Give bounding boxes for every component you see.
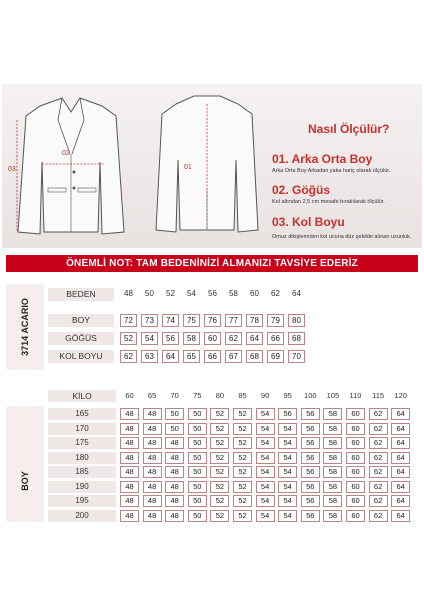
size-cell: 62 [120, 350, 137, 363]
size-cell: 66 [267, 332, 284, 345]
size-cell: 80 [288, 314, 305, 327]
size-row-label: KOL BOYU [48, 350, 114, 363]
fit-cell: 62 [369, 495, 388, 507]
fit-cell: 48 [165, 452, 184, 464]
fit-cell: 60 [346, 437, 365, 449]
fit-cell: 64 [391, 408, 410, 420]
size-header-label: BEDEN [48, 288, 114, 301]
size-cell: 70 [288, 350, 305, 363]
size-cell: 72 [120, 314, 137, 327]
fit-cell: 56 [301, 437, 320, 449]
fit-cell: 54 [278, 495, 297, 507]
fit-cell: 62 [369, 481, 388, 493]
fit-cell: 52 [210, 495, 229, 507]
fit-cell: 50 [188, 466, 207, 478]
fit-cell: 54 [256, 481, 275, 493]
weight-header-cell: 70 [170, 391, 179, 400]
fit-cell: 52 [233, 452, 252, 464]
fit-cell: 52 [210, 423, 229, 435]
fit-cell: 48 [143, 408, 162, 420]
fit-cell: 64 [391, 423, 410, 435]
size-cell: 64 [162, 350, 179, 363]
weight-header-cell: 75 [193, 391, 202, 400]
fit-cell: 48 [120, 495, 139, 507]
fit-cell: 48 [143, 437, 162, 449]
weight-header-cell: 90 [260, 391, 270, 400]
fit-cell: 48 [120, 452, 139, 464]
weight-height-chart-table [6, 388, 418, 522]
fit-cell: 62 [369, 510, 388, 522]
fit-cell: 60 [346, 423, 365, 435]
size-cell: 69 [267, 350, 284, 363]
fit-cell: 56 [301, 510, 320, 522]
fit-cell: 62 [369, 452, 388, 464]
size-header-cell: 56 [208, 289, 217, 298]
height-axis-label: BOY [20, 471, 30, 491]
fit-cell: 60 [346, 481, 365, 493]
fit-cell: 50 [188, 452, 207, 464]
measurement-guide-panel [2, 84, 422, 248]
fit-cell: 52 [233, 481, 252, 493]
fit-cell: 50 [165, 423, 184, 435]
fit-cell: 64 [391, 452, 410, 464]
fit-cell: 56 [301, 495, 320, 507]
fit-cell: 64 [391, 466, 410, 478]
fit-cell: 58 [323, 408, 342, 420]
step-1-desc: Arka Orta Boy Arkadan yaka hariç olarak ölçülür. [272, 168, 391, 174]
fit-cell: 48 [143, 452, 162, 464]
height-row-label: 190 [48, 481, 116, 493]
fit-cell: 52 [233, 466, 252, 478]
size-cell: 68 [246, 350, 263, 363]
size-cell: 64 [246, 332, 263, 345]
fit-cell: 48 [120, 481, 139, 493]
weight-header-cell: 95 [283, 391, 292, 400]
fit-cell: 54 [256, 408, 275, 420]
height-row-label: 165 [48, 408, 116, 420]
step-3-desc: Omuz dikişlerinden kol ucuna düz şekilde alınan uzunluk. [272, 234, 412, 240]
size-header-cell: 58 [229, 289, 238, 298]
fit-cell: 48 [120, 437, 139, 449]
fit-cell: 56 [301, 408, 320, 420]
fit-cell: 52 [210, 408, 229, 420]
fit-cell: 48 [165, 466, 184, 478]
fit-cell: 50 [188, 423, 207, 435]
size-row-label: BOY [48, 314, 114, 327]
fit-cell: 56 [301, 423, 320, 435]
fit-cell: 58 [323, 510, 342, 522]
size-header-cell: 60 [250, 289, 259, 298]
back-length-dim-label: 01 [184, 164, 192, 171]
fit-cell: 48 [165, 495, 184, 507]
fit-cell: 48 [120, 466, 139, 478]
size-cell: 56 [162, 332, 179, 345]
size-chart-side [6, 284, 44, 370]
weight-header-cell: 110 [349, 391, 362, 400]
size-cell: 68 [288, 332, 305, 345]
fit-cell: 54 [256, 466, 275, 478]
size-cell: 66 [204, 350, 221, 363]
fit-cell: 48 [143, 423, 162, 435]
front-sleeve-dim-label: 03 [8, 166, 16, 173]
fit-cell: 54 [256, 452, 275, 464]
fit-cell: 52 [210, 437, 229, 449]
fit-cell: 64 [391, 481, 410, 493]
size-header-cell: 52 [166, 289, 175, 298]
model-label: 3714 ACARIO [20, 298, 30, 356]
size-header-cell: 54 [187, 289, 196, 298]
fit-cell: 54 [256, 423, 275, 435]
fit-cell: 56 [301, 466, 320, 478]
fit-cell: 52 [210, 510, 229, 522]
size-cell: 76 [204, 314, 221, 327]
size-header-cell: 62 [271, 289, 280, 298]
size-cell: 77 [225, 314, 242, 327]
fit-cell: 52 [233, 510, 252, 522]
size-cell: 74 [162, 314, 179, 327]
fit-cell: 62 [369, 466, 388, 478]
weight-header-label: KİLO [48, 390, 116, 402]
fit-cell: 54 [278, 510, 297, 522]
fit-cell: 52 [233, 495, 252, 507]
step-2-title: 02. Göğüs [272, 183, 331, 197]
fit-cell: 52 [233, 423, 252, 435]
fit-cell: 50 [188, 495, 207, 507]
size-cell: 78 [246, 314, 263, 327]
step-1-title: 01. Arka Orta Boy [272, 152, 373, 166]
weight-header-cell: 85 [238, 391, 247, 400]
height-row-label: 180 [48, 452, 116, 464]
weight-header-cell: 115 [372, 391, 385, 400]
height-row-label: 185 [48, 466, 116, 478]
fit-cell: 58 [323, 452, 342, 464]
fit-cell: 48 [165, 481, 184, 493]
height-row-label: 170 [48, 423, 116, 435]
fit-cell: 64 [391, 437, 410, 449]
fit-cell: 54 [278, 423, 297, 435]
fit-cell: 62 [369, 437, 388, 449]
fit-cell: 48 [143, 481, 162, 493]
important-notice-banner: ÖNEMLİ NOT: TAM BEDENİNİZİ ALMANIZI TAVSİYE EDERİZ [6, 255, 418, 272]
fit-cell: 48 [120, 510, 139, 522]
fit-cell: 62 [369, 408, 388, 420]
size-cell: 63 [141, 350, 158, 363]
size-cell: 62 [225, 332, 242, 345]
fit-cell: 52 [210, 466, 229, 478]
fit-cell: 64 [391, 510, 410, 522]
fit-cell: 54 [278, 437, 297, 449]
jacket-front-illustration [12, 92, 130, 242]
fit-cell: 54 [256, 510, 275, 522]
fit-cell: 58 [323, 495, 342, 507]
fit-cell: 56 [301, 481, 320, 493]
size-header-cell: 50 [145, 289, 154, 298]
height-row-label: 200 [48, 510, 116, 522]
size-cell: 75 [183, 314, 200, 327]
fit-cell: 56 [301, 452, 320, 464]
weight-header-cell: 105 [326, 391, 340, 400]
fit-cell: 54 [256, 437, 275, 449]
size-row-label: GÖĞÜS [48, 332, 114, 345]
size-cell: 54 [141, 332, 158, 345]
fit-cell: 52 [210, 481, 229, 493]
fit-chart-side [6, 406, 44, 522]
fit-cell: 50 [188, 437, 207, 449]
weight-header-cell: 120 [394, 391, 407, 400]
fit-cell: 48 [120, 408, 139, 420]
jacket-back-illustration [152, 90, 262, 242]
fit-cell: 48 [120, 423, 139, 435]
fit-cell: 60 [346, 466, 365, 478]
fit-cell: 50 [165, 408, 184, 420]
fit-cell: 60 [346, 408, 365, 420]
fit-cell: 60 [346, 452, 365, 464]
fit-cell: 52 [210, 452, 229, 464]
fit-cell: 52 [233, 437, 252, 449]
fit-cell: 60 [346, 510, 365, 522]
weight-header-cell: 100 [304, 391, 317, 400]
size-cell: 65 [183, 350, 200, 363]
size-chart-table [6, 284, 418, 370]
size-header-cell: 64 [292, 289, 301, 298]
fit-cell: 50 [188, 510, 207, 522]
size-cell: 52 [120, 332, 137, 345]
fit-cell: 64 [391, 495, 410, 507]
height-row-label: 175 [48, 437, 116, 449]
fit-cell: 58 [323, 437, 342, 449]
front-chest-dim-label: 02 [62, 150, 70, 157]
fit-cell: 48 [143, 495, 162, 507]
size-cell: 73 [141, 314, 158, 327]
fit-cell: 48 [165, 437, 184, 449]
fit-cell: 54 [256, 495, 275, 507]
fit-cell: 48 [143, 466, 162, 478]
fit-cell: 56 [278, 408, 297, 420]
how-to-measure-title: Nasıl Ölçülür? [308, 122, 390, 136]
fit-cell: 60 [346, 495, 365, 507]
fit-cell: 48 [165, 510, 184, 522]
size-cell: 58 [183, 332, 200, 345]
fit-cell: 58 [323, 481, 342, 493]
weight-header-cell: 60 [125, 391, 134, 400]
fit-cell: 52 [233, 408, 252, 420]
weight-header-cell: 65 [147, 391, 157, 400]
height-row-label: 195 [48, 495, 116, 507]
size-header-cell: 48 [124, 289, 133, 298]
size-cell: 67 [225, 350, 242, 363]
weight-header-cell: 80 [215, 391, 225, 400]
size-cell: 79 [267, 314, 284, 327]
fit-cell: 50 [188, 481, 207, 493]
fit-cell: 54 [278, 481, 297, 493]
size-cell: 60 [204, 332, 221, 345]
fit-cell: 62 [369, 423, 388, 435]
fit-cell: 54 [278, 452, 297, 464]
fit-cell: 58 [323, 466, 342, 478]
step-3-title: 03. Kol Boyu [272, 215, 345, 229]
fit-cell: 58 [323, 423, 342, 435]
fit-cell: 48 [143, 510, 162, 522]
fit-cell: 50 [188, 408, 207, 420]
fit-cell: 54 [278, 466, 297, 478]
step-2-desc: Kol altından 2,5 cm mesafe bırakılarak ölçülür. [272, 199, 385, 205]
